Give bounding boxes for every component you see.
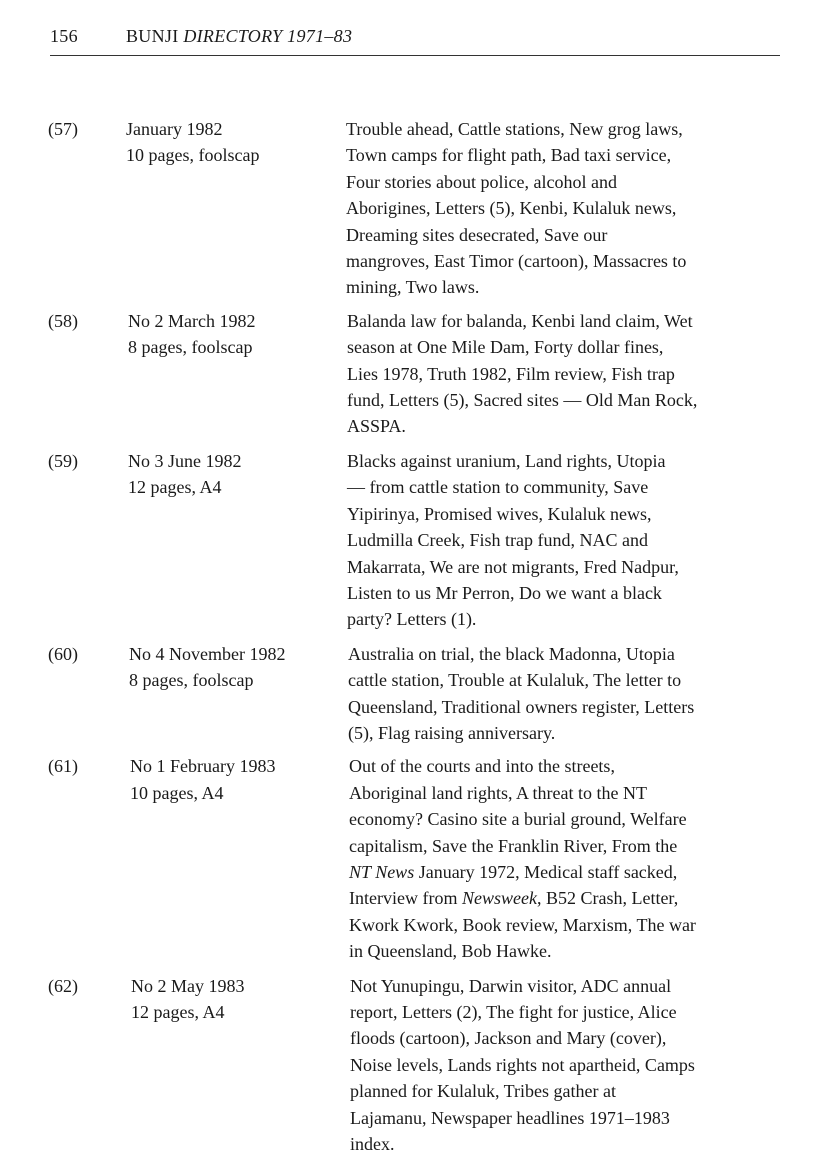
entry-format: 8 pages, foolscap <box>129 670 254 691</box>
contents-line: Not Yunupingu, Darwin visitor, ADC annual <box>350 975 672 996</box>
entry-contents <box>347 308 836 440</box>
contents-line: economy? Casino site a burial ground, Welfare <box>349 809 687 830</box>
running-title-prefix: BUNJI <box>126 26 179 46</box>
contents-line: Trouble ahead, Cattle stations, New grog laws, <box>346 119 683 139</box>
contents-line: mining, Two laws. <box>346 277 480 298</box>
page-number: 156 <box>50 26 78 46</box>
entry-number: (59) <box>48 450 78 471</box>
contents-line: Out of the courts and into the streets, <box>349 756 615 777</box>
contents-line: index. <box>350 1134 395 1155</box>
entry-number: (58) <box>48 310 78 331</box>
publication-title: Newsweek <box>461 888 537 909</box>
contents-line: Australia on trial, the black Madonna, Utopia <box>348 643 675 664</box>
contents-line: Kwork Kwork, Book review, Marxism, The war <box>349 914 696 935</box>
running-title <box>126 26 352 47</box>
entry-issue: No 1 February 1983 <box>130 756 276 777</box>
entry-issue-info <box>130 753 275 806</box>
entry-issue: No 2 May 1983 <box>131 975 245 996</box>
contents-line: report, Letters (2), The fight for justice, Alice <box>350 1002 677 1022</box>
directory-entry <box>0 448 836 633</box>
directory-entry <box>0 641 836 747</box>
entry-issue: No 3 June 1982 <box>128 450 242 471</box>
contents-line: fund, Letters (5), Sacred sites — Old Man Rock, <box>347 390 698 411</box>
contents-line: Noise levels, Lands rights not apartheid, Camps <box>350 1054 695 1075</box>
entry-number: (57) <box>48 119 78 139</box>
entry-number: (61) <box>48 756 78 777</box>
contents-line: Queensland, Traditional owners register, Letters <box>348 696 695 717</box>
entry-number: (60) <box>48 643 78 664</box>
directory-entry <box>0 116 836 301</box>
entry-issue-info <box>126 116 259 169</box>
entry-issue-info <box>128 448 242 501</box>
contents-line: NT News January 1972, Medical staff sacked, <box>349 861 678 882</box>
entry-issue: No 4 November 1982 <box>129 643 286 664</box>
contents-line: Ludmilla Creek, Fish trap fund, NAC and <box>347 530 648 551</box>
contents-line: ASSPA. <box>347 416 406 437</box>
entry-issue-info <box>131 973 245 1026</box>
contents-line: Yipirinya, Promised wives, Kulaluk news, <box>347 503 652 524</box>
contents-line: Makarrata, We are not migrants, Fred Nadpur, <box>347 556 679 577</box>
directory-entry <box>0 753 836 964</box>
contents-line: floods (cartoon), Jackson and Mary (cover), <box>350 1028 667 1049</box>
entry-format: 12 pages, A4 <box>128 477 222 498</box>
directory-entry <box>0 973 836 1158</box>
entry-issue-info <box>128 308 255 361</box>
entry-contents <box>349 753 836 964</box>
contents-line: Town camps for flight path, Bad taxi service, <box>346 145 672 166</box>
contents-line: party? Letters (1). <box>347 609 477 630</box>
contents-line: Aboriginal land rights, A threat to the NT <box>349 782 647 803</box>
entry-contents <box>347 448 836 633</box>
entry-issue-info <box>129 641 285 694</box>
contents-line: Lies 1978, Truth 1982, Film review, Fish trap <box>347 363 675 384</box>
entry-contents <box>350 973 836 1158</box>
header-rule <box>50 55 780 56</box>
contents-line: cattle station, Trouble at Kulaluk, The letter to <box>348 670 682 691</box>
contents-line: Lajamanu, Newspaper headlines 1971–1983 <box>350 1107 670 1128</box>
contents-line: Interview from Newsweek, B52 Crash, Letter, <box>349 888 679 909</box>
entry-issue: No 2 March 1982 <box>128 310 256 331</box>
contents-line: — from cattle station to community, Save <box>347 477 649 498</box>
entry-format: 12 pages, A4 <box>131 1002 225 1022</box>
contents-line: (5), Flag raising anniversary. <box>348 722 556 743</box>
contents-line: season at One Mile Dam, Forty dollar fines, <box>347 337 664 358</box>
entry-format: 8 pages, foolscap <box>128 337 253 358</box>
running-title-italic: DIRECTORY 1971–83 <box>183 26 353 46</box>
contents-line: Listen to us Mr Perron, Do we want a black <box>347 582 662 603</box>
contents-line: capitalism, Save the Franklin River, From the <box>349 835 678 856</box>
contents-line: Four stories about police, alcohol and <box>346 171 617 192</box>
entry-format: 10 pages, foolscap <box>126 145 260 166</box>
contents-line: in Queensland, Bob Hawke. <box>349 941 552 962</box>
entry-format: 10 pages, A4 <box>130 782 224 803</box>
publication-title: NT News <box>349 861 415 882</box>
entry-number: (62) <box>48 975 78 996</box>
running-header <box>50 24 780 56</box>
contents-line: Blacks against uranium, Land rights, Utopia <box>347 450 666 471</box>
contents-line: Dreaming sites desecrated, Save our <box>346 224 608 245</box>
directory-entry <box>0 308 836 440</box>
directory-entries <box>0 116 836 1157</box>
contents-line: planned for Kulaluk, Tribes gather at <box>350 1081 616 1102</box>
entry-contents <box>348 641 836 747</box>
contents-line: mangroves, East Timor (cartoon), Massacres to <box>346 251 687 272</box>
entry-contents <box>346 116 836 301</box>
entry-issue: January 1982 <box>126 119 223 139</box>
contents-line: Balanda law for balanda, Kenbi land claim, Wet <box>347 310 693 331</box>
contents-line: Aborigines, Letters (5), Kenbi, Kulaluk news, <box>346 198 677 219</box>
